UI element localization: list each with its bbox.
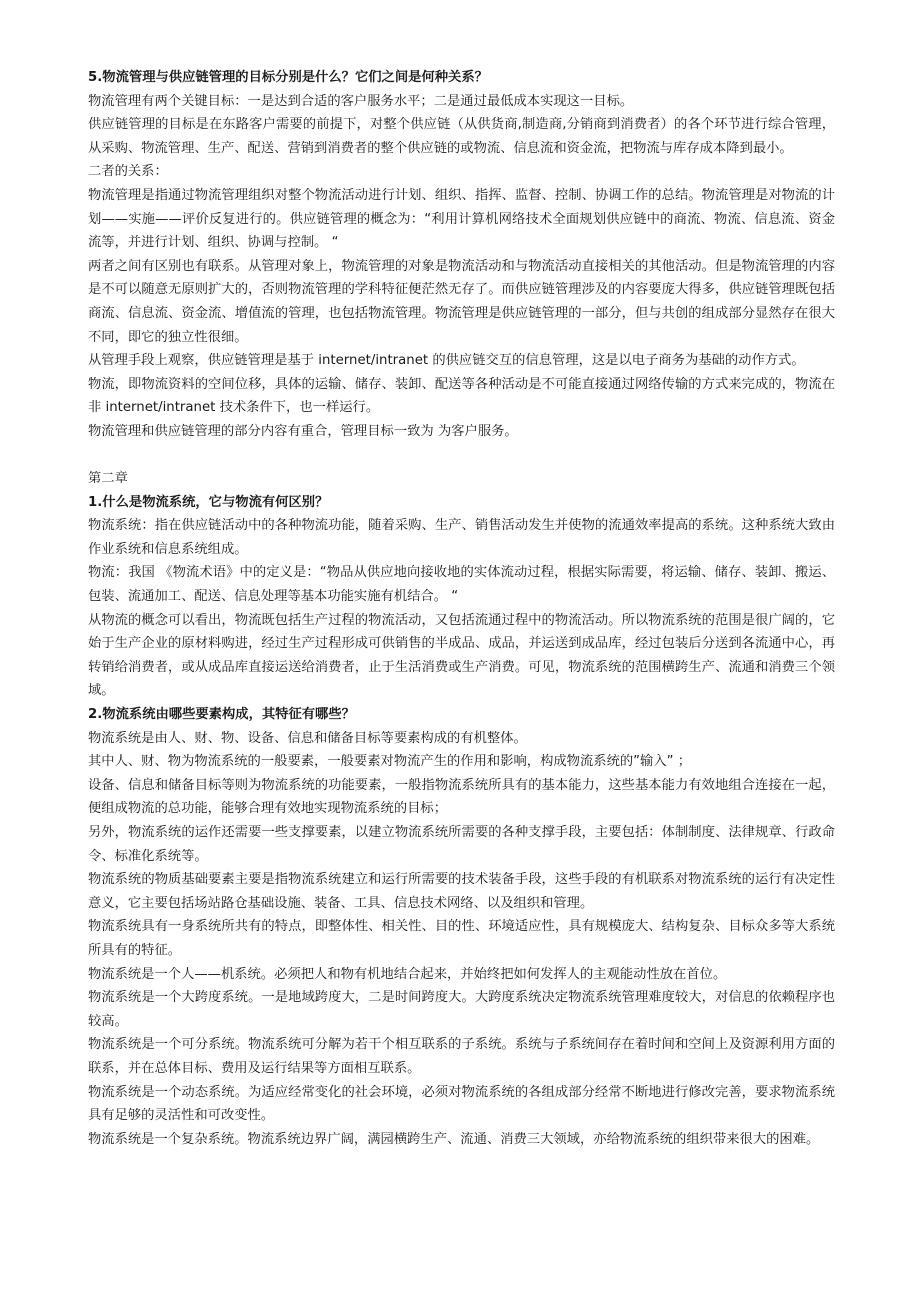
- paragraph: 两者之间有区别也有联系。从管理对象上，物流管理的对象是物流活动和与物流活动直接相关的其他活动。但是物流管理的内容是不可以随意无原则扩大的，否则物流管理的学科特征便茫然无存了。而供应链管理涉及的内容要庞大得多，供应链管理既包括商流、信息流、资金流、增值流的管理，也包括物流管理。物流管理是供应链管理的一部分，但与共创的组成部分显然存在很大不同，即它的独立性很细。: [88, 258, 835, 345]
- question-heading: 5.物流管理与供应链管理的目标分别是什么？它们之间是何种关系？: [88, 70, 488, 85]
- paragraph: 供应链管理的目标是在东路客户需要的前提下，对整个供应链（从供货商,制造商,分销商到消费者）的各个环节进行综合管理，从采购、物流管理、生产、配送、营销到消费者的整个供应链的或物流、信息流和资金流，把物流与库存成本降到最小。: [88, 117, 835, 156]
- paragraph: 从物流的概念可以看出，物流既包括生产过程的物流活动，又包括流通过程中的物流活动。所以物流系统的范围是很广阔的，它始于生产企业的原材料购进，经过生产过程形成可供销售的半成品、成品，并运送到成品库，经过包装后分送到各流通中心，再转销给消费者，或从成品库直接运送给消费者，止于生活消费或生产消费。可见，物流系统的范围横跨生产、流通和消费三个领域。: [88, 612, 835, 699]
- paragraph: 物流系统是一个可分系统。物流系统可分解为若干个相互联系的子系统。系统与子系统间存在着时间和空间上及资源利用方面的联系，并在总体目标、费用及运行结果等方面相互联系。: [88, 1037, 835, 1076]
- paragraph: 二者的关系：: [88, 164, 168, 180]
- paragraph: 物流系统是一个动态系统。为适应经常变化的社会环境，必须对物流系统的各组成部分经常不断地进行修改完善，要求物流系统具有足够的灵活性和可改变性。: [88, 1084, 835, 1124]
- paragraph: 物流系统是一个大跨度系统。一是地域跨度大，二是时间跨度大。大跨度系统决定物流系统管理难度较大，对信息的依赖程序也较高。: [88, 990, 835, 1029]
- paragraph: 另外，物流系统的运作还需要一些支撑要素，以建立物流系统所需要的各种支撑手段，主要包括：体制制度、法律规章、行政命令、标准化系统等。: [88, 825, 835, 864]
- document-page: [88, 66, 835, 1151]
- paragraph: 物流管理和供应链管理的部分内容有重合，管理目标一致为 为客户服务。: [88, 423, 518, 439]
- paragraph: 从管理手段上观察，供应链管理是基于 internet/intranet 的供应链交互的信息管理，这是以电子商务为基础的动作方式。: [88, 353, 805, 369]
- paragraph: 物流，即物流资料的空间位移，具体的运输、储存、装卸、配送等各种活动是不可能直接通过网络传输的方式来完成的，物流在非 internet/intranet 技术条件下，也一样运行。: [88, 376, 835, 416]
- chapter-title: 第二章: [88, 471, 128, 487]
- question-heading: 2.物流系统由哪些要素构成，其特征有哪些？: [88, 707, 355, 723]
- paragraph: 物流系统是由人、财、物、设备、信息和储备目标等要素构成的有机整体。: [88, 730, 527, 746]
- question-heading: 1.什么是物流系统，它与物流有何区别？: [88, 494, 329, 510]
- blank-line: [88, 444, 835, 468]
- paragraph: 其中人、财、物为物流系统的一般要素，一般要素对物流产生的作用和影响，构成物流系统的”输入” ；: [88, 754, 692, 770]
- paragraph: 物流系统是一个人——机系统。必须把人和物有机地结合起来，并始终把如何发挥人的主观能动性放在首位。: [88, 966, 727, 982]
- paragraph: 物流管理有两个关键目标：一是达到合适的客户服务水平；二是通过最低成本实现这一目标。: [88, 93, 634, 109]
- paragraph: 物流系统的物质基础要素主要是指物流系统建立和运行所需要的技术装备手段，这些手段的有机联系对物流系统的运行有决定性意义，它主要包括场站路仓基础设施、装备、工具、信息技术网络、以及组织和管理。: [88, 872, 835, 911]
- paragraph: 物流系统具有一身系统所共有的特点，即整体性、相关性、目的性、环境适应性，具有规模庞大、结构复杂、目标众多等大系统所具有的特征。: [88, 919, 835, 958]
- paragraph: 物流管理是指通过物流管理组织对整个物流活动进行计划、组织、指挥、监督、控制、协调工作的总结。物流管理是对物流的计划——实施——评价反复进行的。供应链管理的概念为：“利用计算机网络技术全面规划供应链中的商流、物流、信息流、资金流等，并进行计划、组织、协调与控制。 “: [88, 187, 835, 251]
- paragraph: 物流：我国 《物流术语》中的定义是：“物品从供应地向接收地的实体流动过程，根据实际需要，将运输、储存、装卸、搬运、包装、流通加工、配送、信息处理等基本功能实施有机结合。 “: [88, 565, 835, 605]
- paragraph: 物流系统：指在供应链活动中的各种物流功能，随着采购、生产、销售活动发生并使物的流通效率提高的系统。这种系统大致由作业系统和信息系统组成。: [88, 518, 835, 557]
- paragraph: 设备、信息和储备目标等则为物流系统的功能要素，一般指物流系统所具有的基本能力，这些基本能力有效地组合连接在一起，便组成物流的总功能，能够合理有效地实现物流系统的目标；: [88, 777, 835, 817]
- paragraph: 物流系统是一个复杂系统。物流系统边界广阔，满园横跨生产、流通、消费三大领域，亦给物流系统的组织带来很大的困难。: [88, 1131, 820, 1147]
